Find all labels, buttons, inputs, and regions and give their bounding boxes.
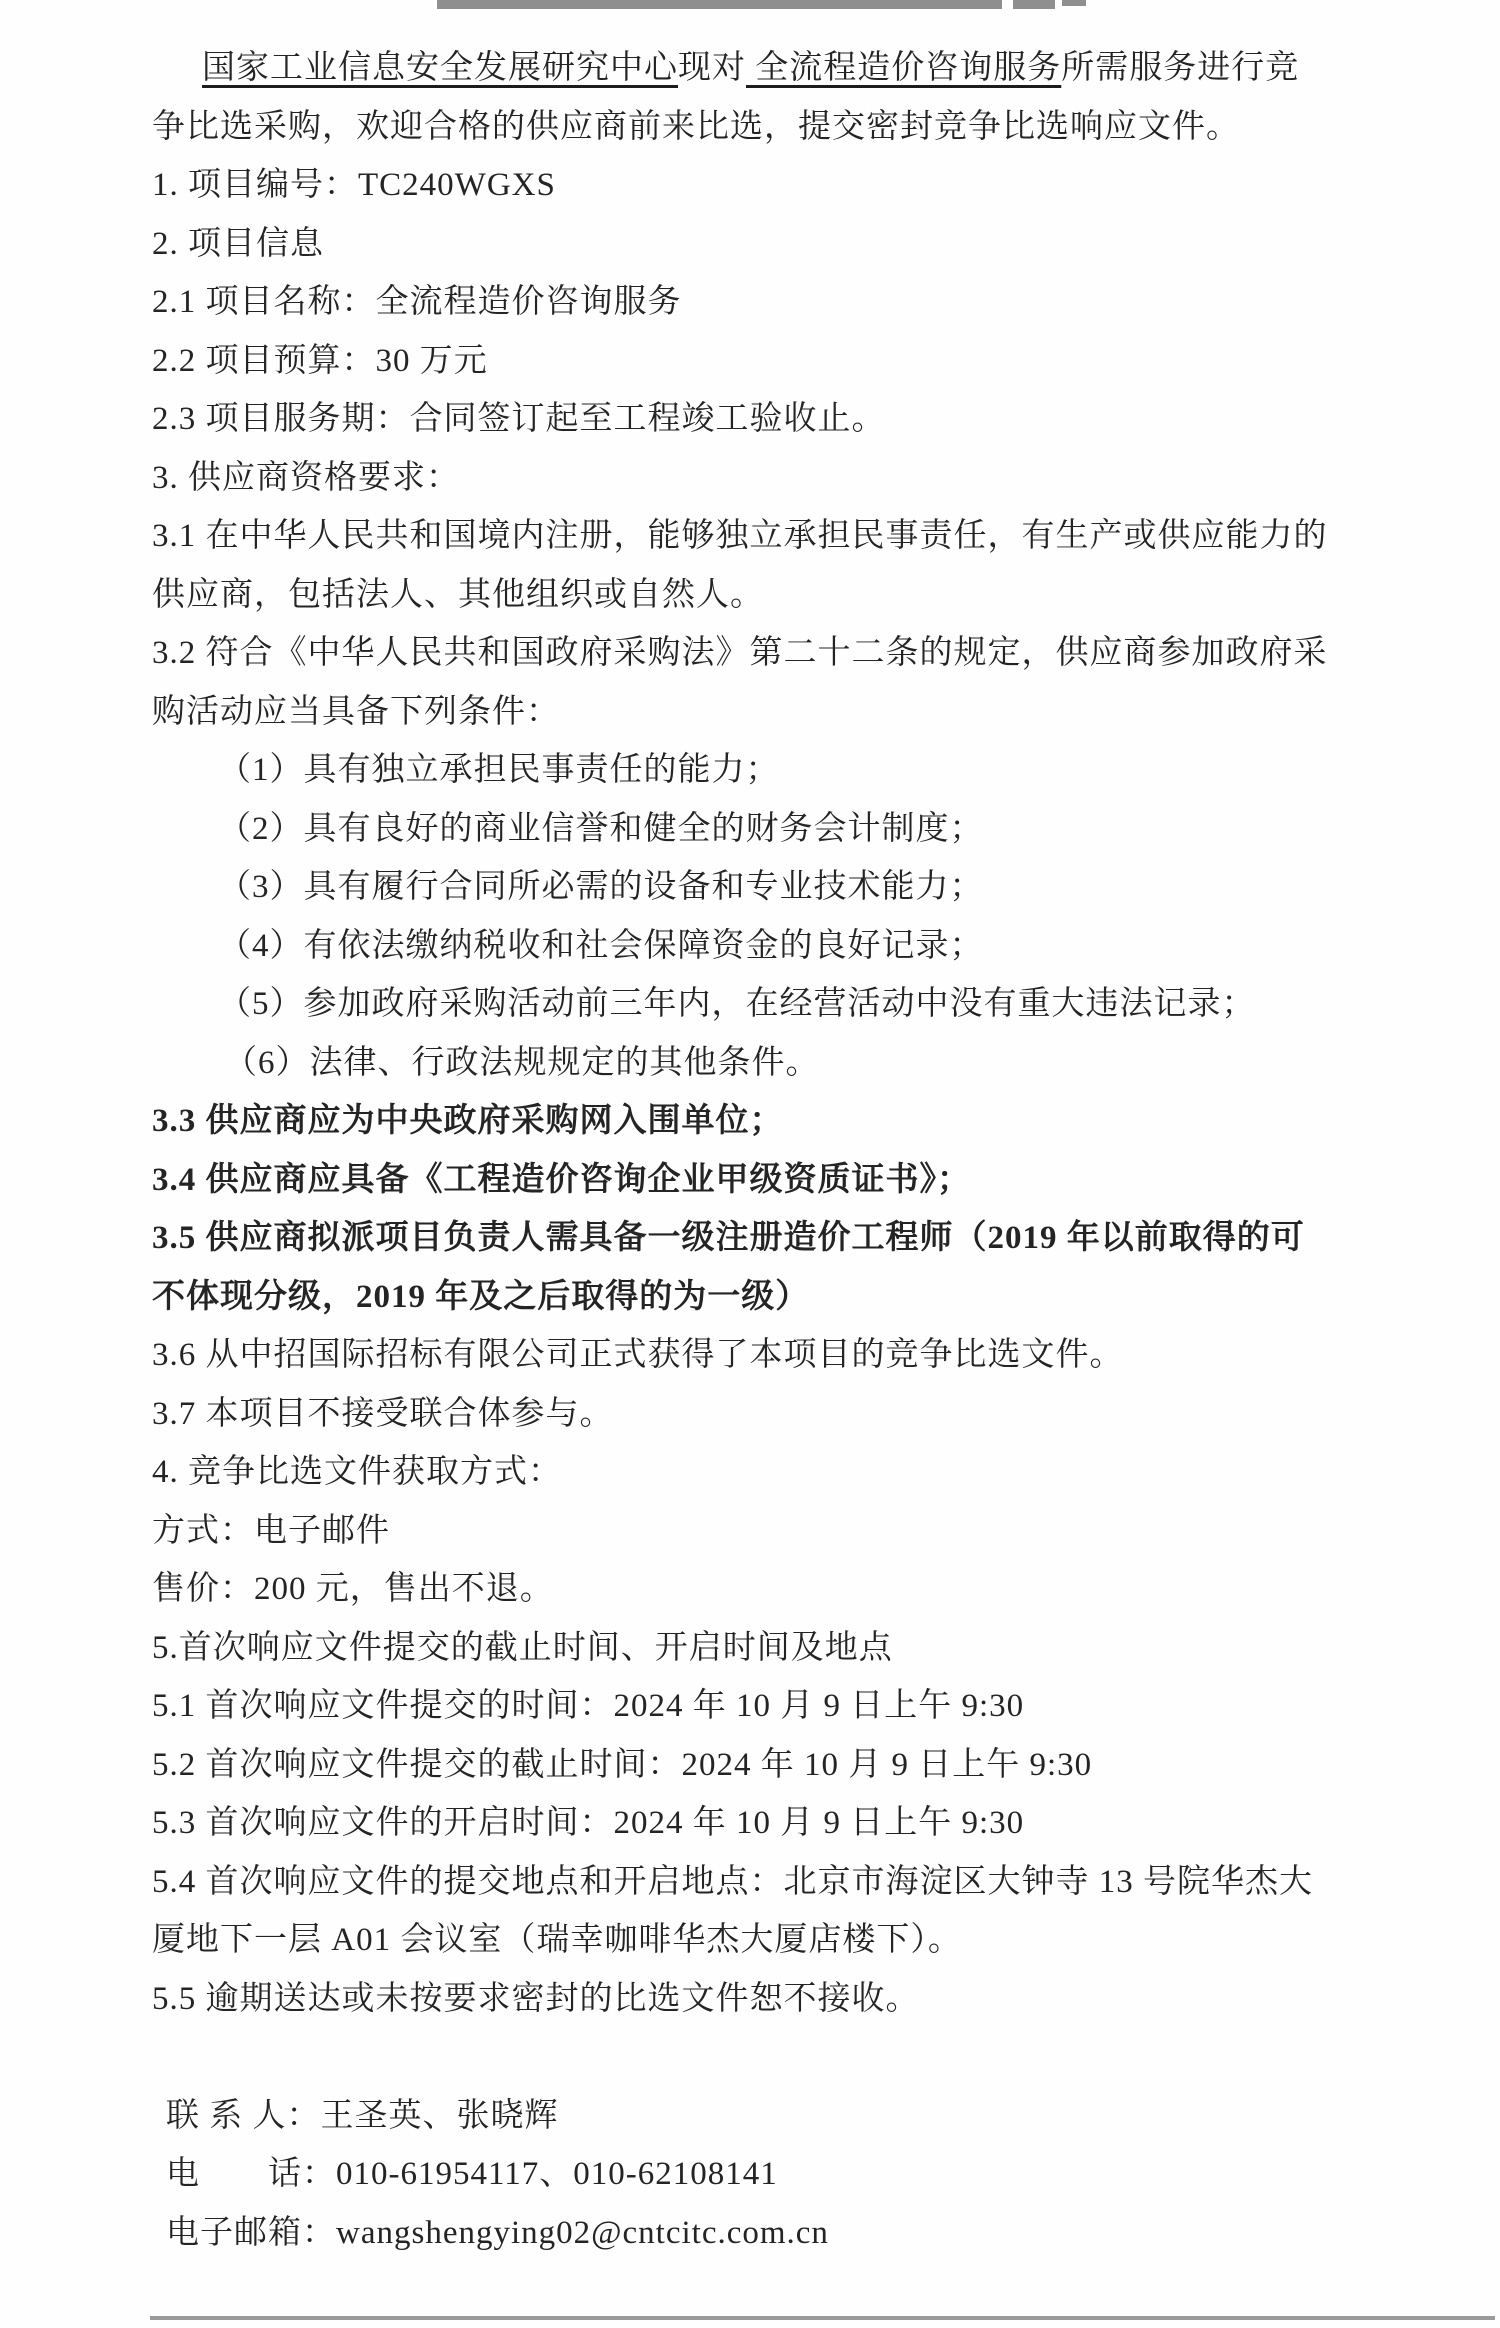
- text-segment: 厦地下一层 A01 会议室（瑞幸咖啡华杰大厦店楼下）。: [152, 1922, 962, 1958]
- text-segment: 3.2 符合《中华人民共和国政府采购法》第二十二条的规定，供应商参加政府采: [152, 635, 1328, 671]
- text-segment: 3.4 供应商应具备《工程造价咨询企业甲级资质证书》；: [152, 1161, 971, 1198]
- intro-line-1: [152, 39, 1482, 98]
- item-4-heading-line-1: [152, 1443, 1482, 1502]
- item-3-2-sub-5-line-1: [152, 975, 1482, 1034]
- text-segment: 供应商，包括法人、其他组织或自然人。: [152, 576, 764, 613]
- text-segment: （4）有依法缴纳税收和社会保障资金的良好记录；: [218, 927, 984, 964]
- text-segment: （6）法律、行政法规规定的其他条件。: [224, 1044, 820, 1081]
- cropped-title-fragment: [1062, 0, 1086, 6]
- text-segment: 3.5 供应商拟派项目负责人需具备一级注册造价工程师（2019 年以前取得的可: [152, 1220, 1305, 1256]
- item-2-2-budget-line-1: [152, 332, 1482, 391]
- text-segment: 2. 项目信息: [152, 225, 324, 262]
- text-segment: 5.1 首次响应文件提交的时间：2024 年 10 月 9 日上午 9:30: [152, 1688, 1025, 1724]
- item-3-5-line-1: [152, 1209, 1482, 1268]
- text-segment: 2.1 项目名称：全流程造价咨询服务: [152, 284, 682, 320]
- text-segment: 4. 竞争比选文件获取方式：: [152, 1454, 562, 1490]
- text-segment: 5.首次响应文件提交的截止时间、开启时间及地点: [152, 1629, 893, 1666]
- item-5-4-line-2: [152, 1911, 1482, 1970]
- item-2-project-info-line-1: [152, 215, 1482, 274]
- text-segment: 3.6 从中招国际招标有限公司正式获得了本项目的竞争比选文件。: [152, 1337, 1124, 1373]
- text-segment: 购活动应当具备下列条件：: [152, 693, 560, 730]
- item-3-6-line-1: [152, 1326, 1482, 1385]
- item-3-2-line-2: [152, 683, 1482, 742]
- text-segment: 所需服务进行竞: [1061, 50, 1300, 86]
- text-segment: 2.3 项目服务期：合同签订起至工程竣工验收止。: [152, 401, 886, 437]
- item-3-4-line-1: [152, 1151, 1482, 1210]
- item-5-3-line-1: [152, 1794, 1482, 1853]
- text-segment: 3.1 在中华人民共和国境内注册，能够独立承担民事责任，有生产或供应能力的: [152, 518, 1328, 554]
- item-2-3-service-period-line-1: [152, 390, 1482, 449]
- spacer-line-1: [152, 2028, 1482, 2087]
- text-segment: 电子邮箱：wangshengying02@cntcitc.com.cn: [166, 2214, 829, 2251]
- item-3-2-sub-2-line-1: [152, 800, 1482, 859]
- acquire-price-line-1: [152, 1560, 1482, 1619]
- text-segment: 2.2 项目预算：30 万元: [152, 342, 488, 379]
- text-segment: 联 系 人：王圣英、张晓辉: [166, 2097, 559, 2134]
- text-segment: 3. 供应商资格要求：: [152, 459, 460, 496]
- text-segment: 争比选采购，欢迎合格的供应商前来比选，提交密封竞争比选响应文件。: [152, 108, 1240, 145]
- item-3-5-line-2: [152, 1268, 1482, 1327]
- item-3-2-line-1: [152, 624, 1482, 683]
- text-segment: 方式：电子邮件: [152, 1512, 390, 1549]
- cropped-table-rule-artifact: [150, 2316, 1495, 2320]
- item-5-heading-line-1: [152, 1619, 1482, 1678]
- text-segment: 1. 项目编号：TC240WGXS: [152, 167, 556, 203]
- item-2-1-project-name-line-1: [152, 273, 1482, 332]
- text-segment: 5.5 逾期送达或未按要求密封的比选文件恕不接收。: [152, 1980, 920, 2017]
- text-segment: 不体现分级，2019 年及之后取得的为一级）: [152, 1278, 810, 1315]
- item-3-1-line-2: [152, 566, 1482, 625]
- contact-email-line-1: [152, 2204, 1482, 2263]
- item-1-project-number-line-1: [152, 156, 1482, 215]
- item-3-qualification-heading-line-1: [152, 449, 1482, 508]
- item-5-5-line-1: [152, 1970, 1482, 2029]
- underlined-text: 国家工业信息安全发展研究中心: [202, 50, 678, 86]
- cropped-title-fragment: [1013, 0, 1055, 9]
- text-segment: 5.3 首次响应文件的开启时间：2024 年 10 月 9 日上午 9:30: [152, 1805, 1025, 1841]
- text-segment: 3.7 本项目不接受联合体参与。: [152, 1395, 614, 1432]
- underlined-text: 全流程造价咨询服务: [746, 50, 1062, 86]
- item-3-3-line-1: [152, 1092, 1482, 1151]
- text-segment: 电 话：010-61954117、010-62108141: [166, 2156, 778, 2192]
- item-3-1-line-1: [152, 507, 1482, 566]
- item-3-7-line-1: [152, 1385, 1482, 1444]
- text-segment: 5.2 首次响应文件提交的截止时间：2024 年 10 月 9 日上午 9:30: [152, 1746, 1093, 1783]
- text-segment: 售价：200 元，售出不退。: [152, 1571, 554, 1607]
- intro-line-2: [152, 98, 1482, 157]
- text-segment: 现对: [678, 50, 746, 86]
- text-segment: （5）参加政府采购活动前三年内，在经营活动中没有重大违法记录；: [218, 986, 1256, 1022]
- text-segment: 5.4 首次响应文件的提交地点和开启地点：北京市海淀区大钟寺 13 号院华杰大: [152, 1863, 1313, 1900]
- text-segment: （3）具有履行合同所必需的设备和专业技术能力；: [218, 869, 984, 905]
- cropped-title-bar-artifact: [437, 0, 1002, 9]
- item-5-1-line-1: [152, 1677, 1482, 1736]
- item-3-2-sub-3-line-1: [152, 858, 1482, 917]
- item-3-2-sub-4-line-1: [152, 917, 1482, 976]
- text-segment: （1）具有独立承担民事责任的能力；: [218, 752, 780, 788]
- item-5-2-line-1: [152, 1736, 1482, 1795]
- contact-phone-line-1: [152, 2145, 1482, 2204]
- text-segment: 3.3 供应商应为中央政府采购网入围单位；: [152, 1103, 784, 1139]
- acquire-method-line-1: [152, 1502, 1482, 1561]
- document-body: [152, 39, 1482, 2262]
- contact-person-line-1: [152, 2087, 1482, 2146]
- text-segment: （2）具有良好的商业信誉和健全的财务会计制度；: [218, 810, 984, 847]
- item-5-4-line-1: [152, 1853, 1482, 1912]
- item-3-2-sub-1-line-1: [152, 741, 1482, 800]
- item-3-2-sub-6-line-1: [152, 1034, 1482, 1093]
